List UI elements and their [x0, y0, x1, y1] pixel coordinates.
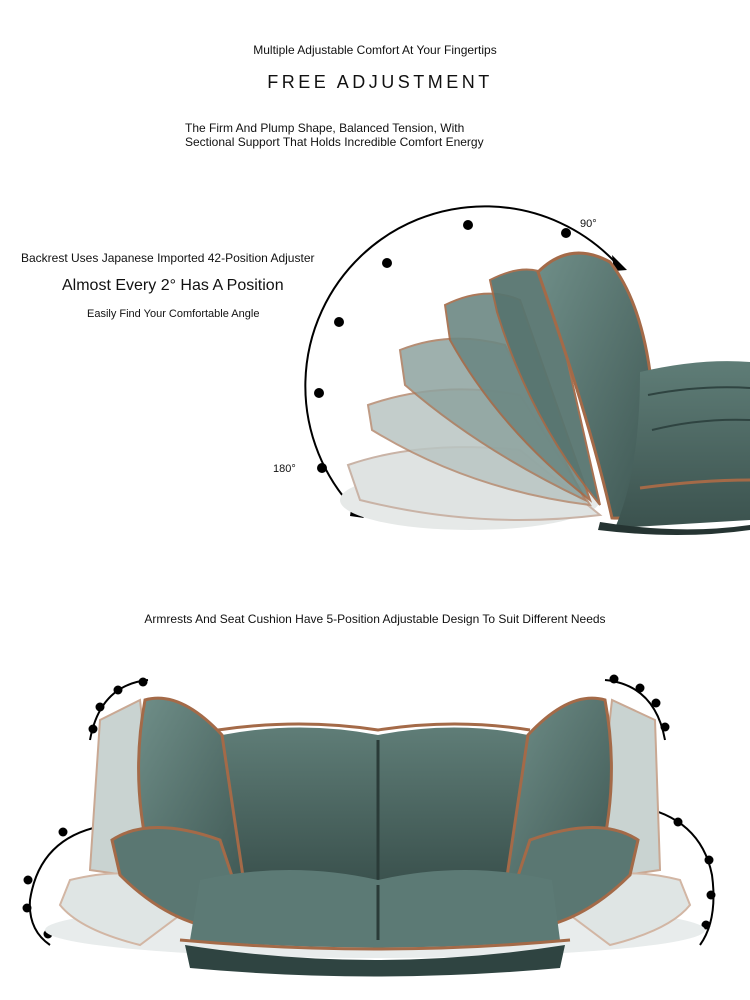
backrest-position-heading: Almost Every 2° Has A Position	[62, 277, 284, 294]
reclining-sofa-image	[340, 253, 750, 535]
sofa-front-image	[45, 698, 705, 976]
backrest-adjuster-text: Backrest Uses Japanese Imported 42-Position Adjuster	[21, 251, 315, 265]
backrest-angle-subtext: Easily Find Your Comfortable Angle	[87, 308, 260, 320]
angle-label-90: 90°	[580, 218, 597, 230]
page-title: FREE ADJUSTMENT	[267, 72, 493, 92]
description: The Firm And Plump Shape, Balanced Tension, With Sectional Support That Holds Incredible Comfort Energy	[185, 121, 484, 149]
armrest-caption: Armrests And Seat Cushion Have 5-Position Adjustable Design To Suit Different Needs	[144, 612, 606, 626]
tagline: Multiple Adjustable Comfort At Your Fingertips	[253, 43, 497, 57]
angle-label-180: 180°	[273, 463, 296, 475]
